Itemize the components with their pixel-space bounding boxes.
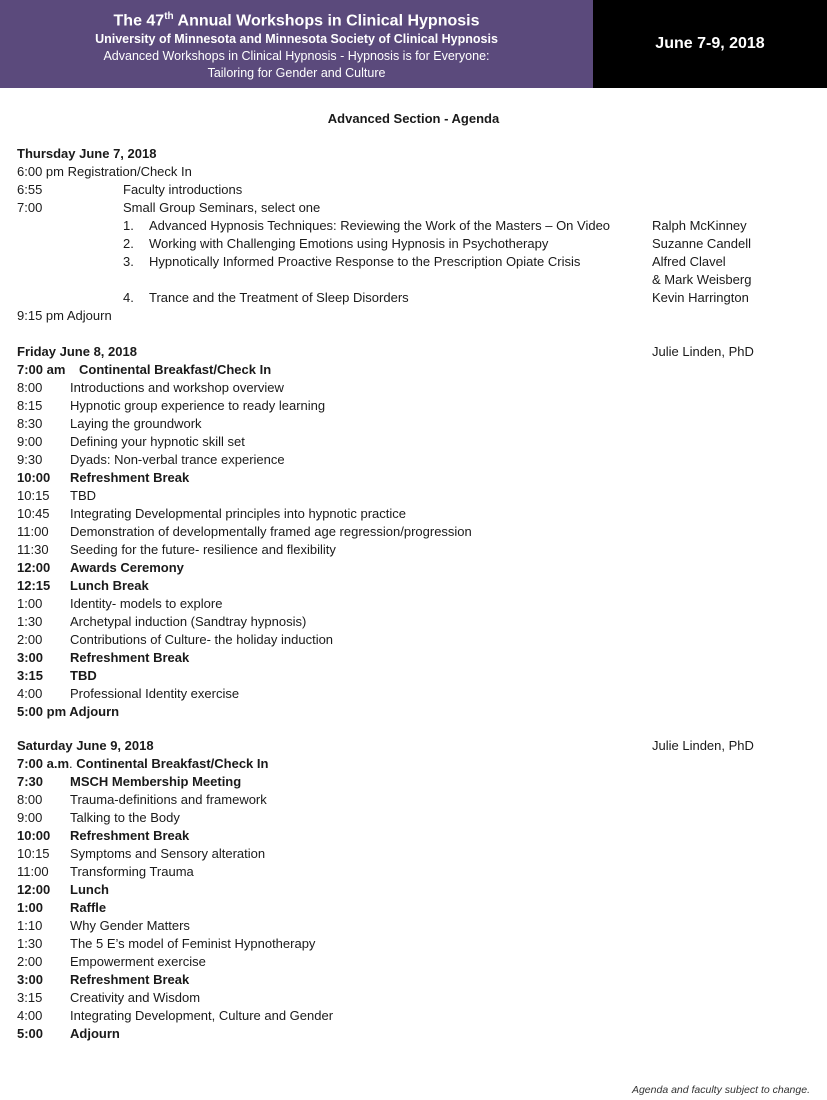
thursday-heading: Thursday June 7, 2018 (17, 146, 157, 161)
header-title-block (0, 0, 593, 88)
seminar-faculty: Ralph McKinney (652, 218, 747, 233)
seminar-faculty: Kevin Harrington (652, 290, 749, 305)
header-banner (0, 0, 827, 88)
friday-heading: Friday June 8, 2018 (17, 344, 137, 359)
workshop-theme-line1: Advanced Workshops in Clinical Hypnosis - Hypnosis is for Everyone: (103, 49, 490, 64)
list-item: 7:00 a.m. Continental Breakfast/Check In (17, 756, 269, 771)
thursday-registration: 6:00 pm Registration/Check In (17, 164, 192, 179)
agenda-title: Advanced Section - Agenda (327, 111, 500, 126)
seminar-faculty: Suzanne Candell (652, 236, 752, 251)
friday-adjourn: 5:00 pm Adjourn (17, 704, 120, 719)
saturday-faculty: Julie Linden, PhD (652, 738, 754, 753)
workshop-dates: June 7-9, 2018 (593, 0, 827, 88)
seminar-faculty: Alfred Clavel (652, 254, 726, 269)
friday-faculty: Julie Linden, PhD (652, 344, 754, 359)
seminar-faculty-secondary: & Mark Weisberg (652, 272, 752, 287)
footer-note: Agenda and faculty subject to change. (631, 1084, 810, 1096)
thursday-adjourn: 9:15 pm Adjourn (17, 308, 112, 323)
workshop-title: The 47th Annual Workshops in Clinical Hypnosis (113, 11, 480, 30)
workshop-subtitle: University of Minnesota and Minnesota Society of Clinical Hypnosis (95, 32, 498, 47)
workshop-theme-line2: Tailoring for Gender and Culture (207, 66, 386, 81)
saturday-heading: Saturday June 9, 2018 (17, 738, 154, 753)
